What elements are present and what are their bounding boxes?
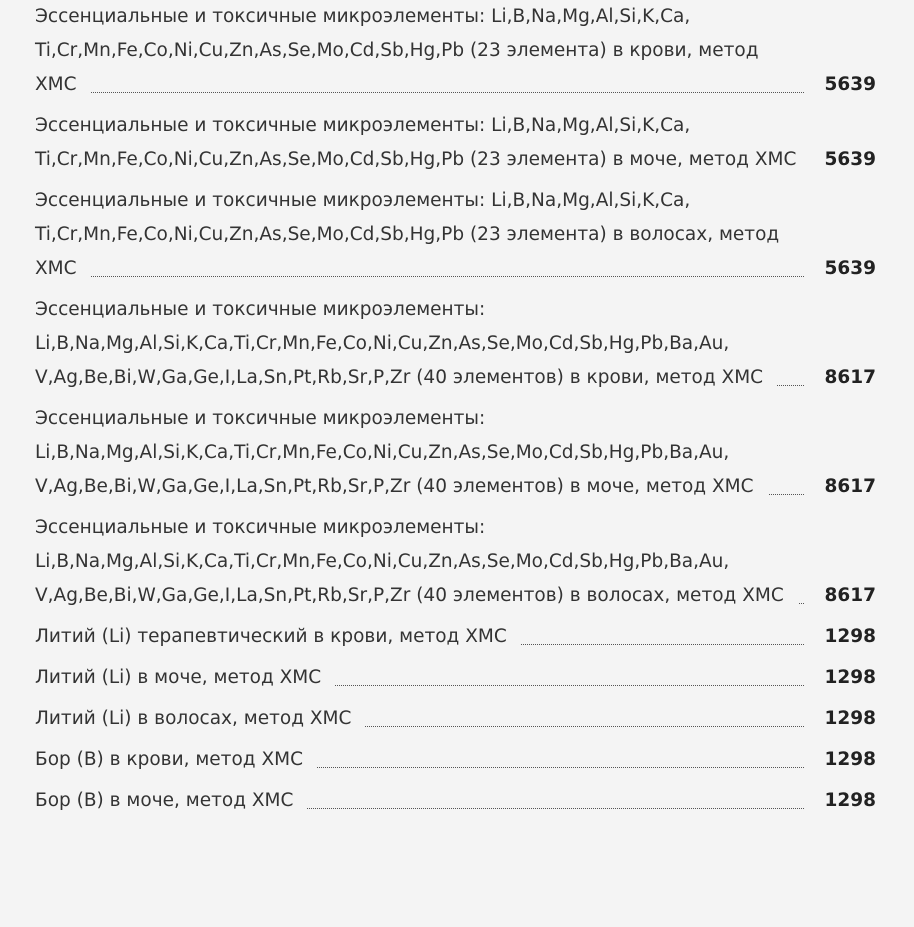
service-name-wrap bbox=[35, 784, 818, 818]
price-list-item[interactable] bbox=[35, 620, 876, 661]
price-list-item[interactable] bbox=[35, 0, 876, 109]
service-name[interactable]: Эссенциальные и токсичные микроэлементы: Li,B,Na,Mg,Al,Si,K,Ca, Ti,Cr,Mn,Fe,Co,Ni,Cu,Zn,As,Se,Mo,Cd,Sb,Hg,Pb (23 элемента) в моче, метод ХМС bbox=[35, 115, 810, 170]
price-list-item[interactable] bbox=[35, 743, 876, 784]
service-name[interactable]: Литий (Li) терапевтический в крови, метод ХМС bbox=[35, 626, 521, 647]
service-name[interactable]: Бор (B) в крови, метод ХМС bbox=[35, 749, 317, 770]
service-name-wrap bbox=[35, 109, 818, 177]
service-price: 8617 bbox=[824, 585, 876, 606]
service-price: 1298 bbox=[824, 790, 876, 811]
service-name-wrap bbox=[35, 0, 818, 102]
service-name[interactable]: Литий (Li) в моче, метод ХМС bbox=[35, 667, 335, 688]
service-price: 8617 bbox=[824, 367, 876, 388]
service-name[interactable]: Литий (Li) в волосах, метод ХМС bbox=[35, 708, 365, 729]
price-list-item[interactable] bbox=[35, 784, 876, 825]
service-price: 5639 bbox=[824, 74, 876, 95]
service-price: 1298 bbox=[824, 749, 876, 770]
service-name[interactable]: Эссенциальные и токсичные микроэлементы: Li,B,Na,Mg,Al,Si,K,Ca,Ti,Cr,Mn,Fe,Co,Ni,Cu,Zn,As,Se,Mo,Cd,Sb,Hg,Pb,Ba,Au, V,Ag,Be,Bi,W,Ga,Ge,I,La,Sn,Pt,Rb,Sr,P,Zr (40 элементов) в волосах, метод ХМС bbox=[35, 517, 798, 606]
service-price: 1298 bbox=[824, 708, 876, 729]
price-list-item[interactable] bbox=[35, 402, 876, 511]
price-list bbox=[35, 0, 876, 825]
service-name-wrap bbox=[35, 743, 818, 777]
price-list-item[interactable] bbox=[35, 702, 876, 743]
service-name-wrap bbox=[35, 293, 818, 395]
service-name-wrap bbox=[35, 402, 818, 504]
service-name-wrap bbox=[35, 511, 818, 613]
service-name[interactable]: Бор (B) в моче, метод ХМС bbox=[35, 790, 307, 811]
service-price: 8617 bbox=[824, 476, 876, 497]
price-list-item[interactable] bbox=[35, 511, 876, 620]
service-price: 1298 bbox=[824, 626, 876, 647]
service-price: 1298 bbox=[824, 667, 876, 688]
price-list-item[interactable] bbox=[35, 109, 876, 184]
service-name[interactable]: Эссенциальные и токсичные микроэлементы: Li,B,Na,Mg,Al,Si,K,Ca,Ti,Cr,Mn,Fe,Co,Ni,Cu,Zn,As,Se,Mo,Cd,Sb,Hg,Pb,Ba,Au, V,Ag,Be,Bi,W,Ga,Ge,I,La,Sn,Pt,Rb,Sr,P,Zr (40 элементов) в крови, метод ХМС bbox=[35, 299, 777, 388]
service-name-wrap bbox=[35, 184, 818, 286]
service-name[interactable]: Эссенциальные и токсичные микроэлементы: Li,B,Na,Mg,Al,Si,K,Ca,Ti,Cr,Mn,Fe,Co,Ni,Cu,Zn,As,Se,Mo,Cd,Sb,Hg,Pb,Ba,Au, V,Ag,Be,Bi,W,Ga,Ge,I,La,Sn,Pt,Rb,Sr,P,Zr (40 элементов) в моче, метод ХМС bbox=[35, 408, 768, 497]
price-list-item[interactable] bbox=[35, 661, 876, 702]
service-name[interactable]: Эссенциальные и токсичные микроэлементы: Li,B,Na,Mg,Al,Si,K,Ca, Ti,Cr,Mn,Fe,Co,Ni,Cu,Zn,As,Se,Mo,Cd,Sb,Hg,Pb (23 элемента) в крови, метод ХМС bbox=[35, 6, 759, 95]
price-list-item[interactable] bbox=[35, 293, 876, 402]
service-name[interactable]: Эссенциальные и токсичные микроэлементы: Li,B,Na,Mg,Al,Si,K,Ca, Ti,Cr,Mn,Fe,Co,Ni,Cu,Zn,As,Se,Mo,Cd,Sb,Hg,Pb (23 элемента) в волосах, метод ХМС bbox=[35, 190, 780, 279]
service-name-wrap bbox=[35, 702, 818, 736]
service-name-wrap bbox=[35, 661, 818, 695]
price-list-item[interactable] bbox=[35, 184, 876, 293]
service-price: 5639 bbox=[824, 149, 876, 170]
service-name-wrap bbox=[35, 620, 818, 654]
service-price: 5639 bbox=[824, 258, 876, 279]
